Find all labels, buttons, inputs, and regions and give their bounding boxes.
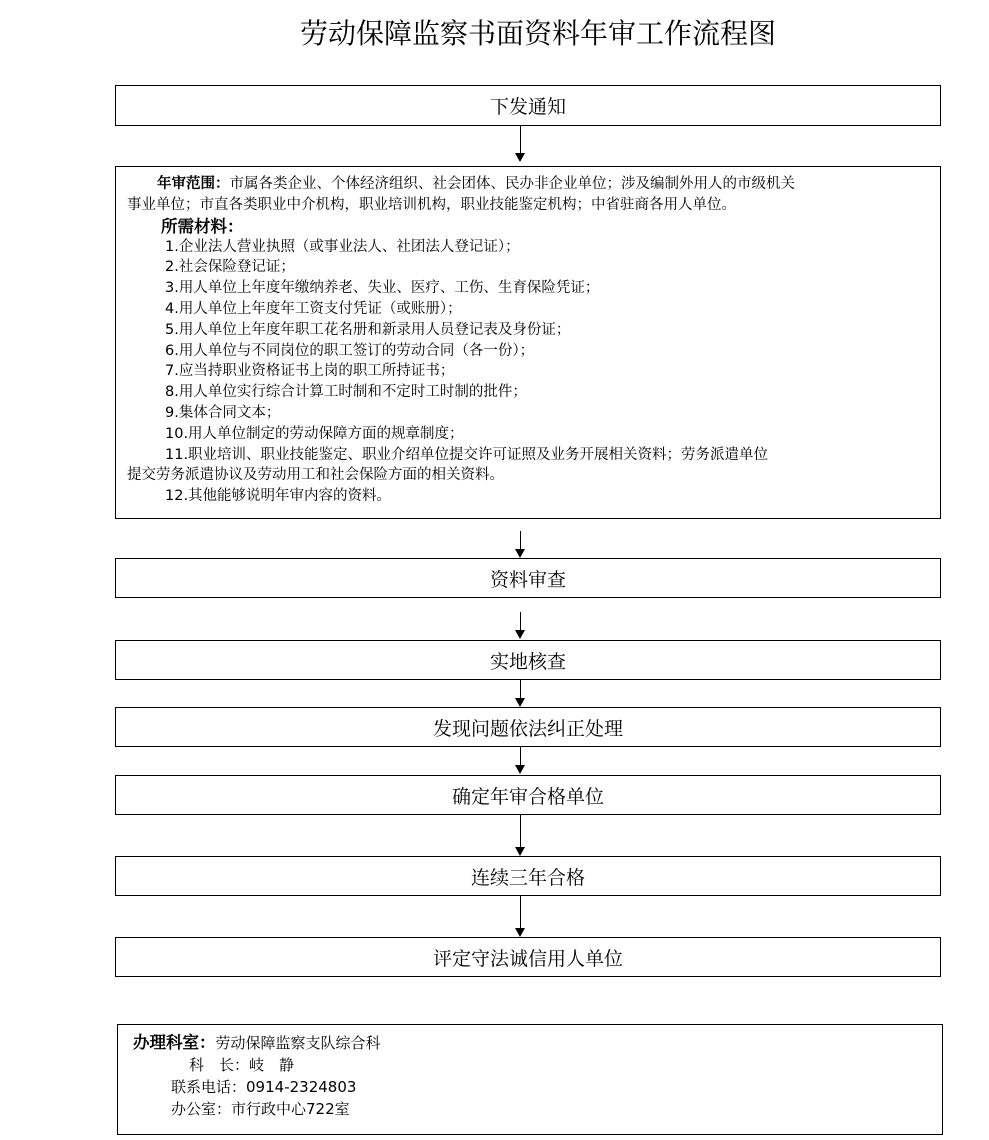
step-label: 资料审查: [489, 568, 566, 591]
step-issue-notice: [115, 85, 941, 126]
material-item: 4.用人单位上年度年工资支付凭证（或账册）；: [165, 300, 462, 317]
step-honest-employer: [115, 937, 941, 977]
material-item: 10.用人单位制定的劳动保障方面的规章制度；: [165, 425, 464, 442]
phone-row: [133, 1076, 942, 1098]
scope-text: 市属各类企业、个体经济组织、社会团体、民办非企业单位；涉及编制外用人的市级机关: [229, 176, 795, 192]
material-item: 9.集体合同文本；: [165, 404, 281, 421]
step-determine-qualified: [115, 775, 941, 815]
step-correct-problems: [115, 707, 941, 747]
step-document-review: [115, 558, 941, 598]
chief-row: [133, 1054, 942, 1076]
material-item: 7.应当持职业资格证书上岗的职工所持证书；: [165, 363, 455, 380]
requirements-box: [115, 166, 941, 519]
phone-value: 0914-2324803: [246, 1078, 357, 1096]
step-label: 发现问题依法纠正处理: [432, 717, 623, 740]
chief-value: 岐 静: [249, 1056, 295, 1074]
material-item: 3.用人单位上年度年缴纳养老、失业、医疗、工伤、生育保险凭证；: [165, 280, 600, 297]
dept-label: 办理科室：: [133, 1033, 216, 1052]
chief-label: 科 长：: [189, 1056, 250, 1074]
material-item: 12.其他能够说明年审内容的资料。: [165, 488, 392, 505]
step-label: 下发通知: [489, 96, 566, 118]
material-item: 11.职业培训、职业技能鉴定、职业介绍单位提交许可证照及业务开展相关资料；劳务派遣单位: [165, 446, 769, 463]
dept-value: 劳动保障监察支队综合科: [215, 1034, 381, 1052]
phone-label: 联系电话：: [171, 1078, 247, 1096]
material-item: 5.用人单位上年度年职工花名册和新录用人员登记表及身份证；: [165, 321, 571, 338]
step-three-years-qualified: [115, 856, 941, 896]
flow-arrow: [515, 126, 527, 162]
page-title: 劳动保障监察书面资料年审工作流程图: [299, 17, 776, 50]
step-label: 确定年审合格单位: [451, 785, 604, 808]
material-item: 6.用人单位与不同岗位的职工签订的劳动合同（各一份）；: [165, 342, 535, 359]
flow-arrow: [515, 747, 527, 774]
flow-arrow: [515, 612, 527, 639]
dept-row: [133, 1032, 942, 1054]
flow-arrow: [515, 531, 527, 558]
scope-line-2: 事业单位；市直各类职业中介机构，职业培训机构，职业技能鉴定机构；中省驻商各用人单位。: [127, 196, 736, 213]
step-label: 评定守法诚信用人单位: [432, 947, 623, 970]
flow-arrow: [515, 680, 527, 707]
material-item: 8.用人单位实行综合计算工时制和不定时工时制的批件；: [165, 384, 527, 401]
room-row: [133, 1098, 942, 1120]
scope-label: 年审范围：: [157, 176, 230, 192]
step-onsite-inspection: [115, 640, 941, 680]
step-label: 实地核查: [489, 650, 566, 673]
flow-arrow: [515, 896, 527, 937]
scope-line-1: [127, 174, 930, 195]
room-value: 市行政中心722室: [231, 1100, 350, 1118]
material-item: 2.社会保险登记证；: [165, 259, 295, 276]
room-label: 办公室：: [171, 1100, 232, 1118]
flow-arrow: [515, 815, 527, 856]
material-item-continued: 提交劳务派遣协议及劳动用工和社会保险方面的相关资料。: [127, 467, 504, 484]
office-info-box: [117, 1024, 943, 1135]
material-item: 1.企业法人营业执照（或事业法人、社团法人登记证）；: [165, 238, 520, 255]
materials-label: 所需材料：: [161, 216, 244, 236]
step-label: 连续三年合格: [470, 866, 585, 889]
